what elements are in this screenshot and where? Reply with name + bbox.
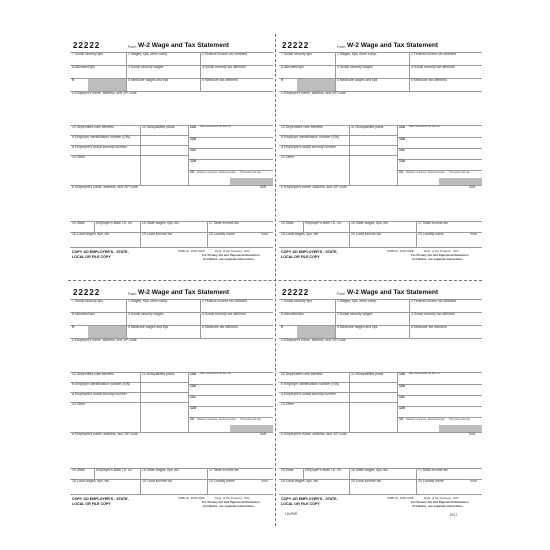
box-1-label: 1 Wages, tips, other comp. [128,52,169,56]
privacy-notice-2: Act Notice, see separate instructions. [203,257,255,261]
employer-name-label: c Employer's name, address, and ZIP code [72,91,137,95]
form-title: W-2 Wage and Tax Statement [347,288,439,296]
box-12a-note: See instructions for box 12 [409,372,440,375]
privacy-notice-2: Act Notice, see separate instructions. [412,257,464,261]
box-13-retirement: Retirement plan [428,170,445,174]
box-15-label: 15 State [72,468,85,472]
box-15-state-id: Employer's state I.D. no. [96,221,133,225]
omb-number: OMB No. 1545-0008 [178,496,205,500]
box-14-label: 14 Other [281,155,295,159]
ssn-label: a Employee's social security number [281,145,336,149]
box-2-label: 2 Federal income tax withheld [202,52,248,56]
box-3-label: 3 Social security wages [128,65,164,69]
box-1-label: 1 Wages, tips, other comp. [337,52,378,56]
box-18-label: 18 Local wages, tips, etc. [281,232,320,236]
box-8-label: 8 Allocated tips [281,312,304,316]
privacy-notice-1: For Privacy Act and Paperwork Reduction [202,253,260,257]
box-13-statutory: Statutory employee [406,417,427,421]
box-13-label: 13 [399,170,403,174]
box-3-label: 3 Social security wages [337,65,373,69]
box-13-shaded [439,425,482,432]
box-9-shaded [297,79,335,91]
privacy-notice-1: For Privacy Act and Paperwork Reduction [202,500,260,504]
ein-label: b Employer identification number (EIN) [72,382,131,386]
box-4-label: 4 Social security tax withheld [202,65,246,69]
treasury-dept: Dept. of the Treasury - IRS [424,496,459,500]
form-word: Form [128,292,137,296]
w2-form-copy-2 [279,38,482,278]
copy-line-2: LOCAL OR FILE COPY [72,255,111,259]
suffix-label: Suff. [469,432,476,436]
box-13-shaded [230,425,273,432]
box-19-label: 19 Local income tax [351,232,382,236]
copy-line-1: COPY 1/D EMPLOYER'S - STATE, [281,250,338,254]
box-12a-label: 12a [399,125,405,129]
treasury-dept: Dept. of the Treasury - IRS [215,496,250,500]
form-code: 22222 [282,288,310,297]
copy-line-2: LOCAL OR FILE COPY [72,502,111,506]
treasury-dept: Dept. of the Treasury - IRS [424,249,459,253]
box-11-label: 11 Nonqualified plans [142,372,175,376]
privacy-notice-2: Act Notice, see separate instructions. [203,504,255,508]
box-13-statutory: Statutory employee [406,170,427,174]
box-13-retirement: Retirement plan [219,417,236,421]
box-20-label: 20 Locality name [209,479,235,483]
box-3-label: 3 Social security wages [128,312,164,316]
box-12a-note: See instructions for box 12 [409,125,440,128]
box-17-label: 17 State income tax [209,468,239,472]
box-6-label: 6 Medicare tax withheld [202,78,238,82]
box-7-label: 7 Social security tips [72,299,103,303]
suffix-label: Suff. [260,185,267,189]
omb-number: OMB No. 1545-0008 [387,496,414,500]
ssn-label: a Employee's social security number [281,392,336,396]
box-12a-label: 12a [399,372,405,376]
box-10-label: 10 Dependent care benefits [72,125,114,129]
box-13-sickpay: Third-party sick pay [240,417,261,421]
box-14-label: 14 Other [281,402,295,406]
w2-form-copy-4 [279,285,482,525]
form-title: W-2 Wage and Tax Statement [347,41,439,49]
form-title: W-2 Wage and Tax Statement [138,41,230,49]
box-20-label: 20 Locality name [418,479,444,483]
copy-line-2: LOCAL OR FILE COPY [281,502,320,506]
box-15-state-id: Employer's state I.D. no. [305,221,342,225]
box-13-sickpay: Third-party sick pay [449,417,470,421]
box-13-shaded [439,178,482,185]
box-12b-label: 12b [190,137,196,141]
box-5-label: 5 Medicare wages and tips [128,78,169,82]
box-12d-label: 12d [190,406,196,410]
box-9-label: 9 [72,78,74,82]
box-17-label: 17 State income tax [209,221,239,225]
suffix-label: Suff. [469,185,476,189]
copy-line-2: LOCAL OR FILE COPY [281,255,320,259]
box-18-label: 18 Local wages, tips, etc. [72,232,111,236]
w2-form-copy-1 [70,38,273,278]
form-code: 22222 [282,41,310,50]
box-16-label: 16 State wages, tips, etc. [142,221,180,225]
box-15-state-id: Employer's state I.D. no. [305,468,342,472]
omb-number: OMB No. 1545-0008 [178,249,205,253]
box-1-label: 1 Wages, tips, other comp. [128,299,169,303]
box-13-statutory: Statutory employee [197,417,218,421]
box-13-shaded [230,178,273,185]
omb-number: OMB No. 1545-0008 [387,249,414,253]
box-12c-label: 12c [190,148,196,152]
box-4-label: 4 Social security tax withheld [202,312,246,316]
box-10-label: 10 Dependent care benefits [281,125,323,129]
sheet-number: 5217 [450,513,458,517]
box-19-label: 19 Local income tax [142,232,173,236]
box-5-label: 5 Medicare wages and tips [337,78,378,82]
box-9-label: 9 [281,78,283,82]
box-20-label: 20 Locality name [418,232,444,236]
box-13-label: 13 [399,417,403,421]
box-15-state-id: Employer's state I.D. no. [96,468,133,472]
treasury-dept: Dept. of the Treasury - IRS [215,249,250,253]
box-3-label: 3 Social security wages [337,312,373,316]
ein-label: b Employer identification number (EIN) [72,135,131,139]
void-label: Void [470,479,477,483]
ein-label: b Employer identification number (EIN) [281,382,340,386]
employee-name-label: e Employee's name, address, and ZIP code [72,185,138,189]
box-15-label: 15 State [72,221,85,225]
box-5-label: 5 Medicare wages and tips [128,325,169,329]
box-9-shaded [88,326,126,338]
box-11-label: 11 Nonqualified plans [351,372,384,376]
box-19-label: 19 Local income tax [142,479,173,483]
box-12d-label: 12d [190,159,196,163]
box-13-label: 13 [190,417,194,421]
box-12a-label: 12a [190,372,196,376]
box-7-label: 7 Social security tips [72,52,103,56]
box-12c-label: 12c [399,395,405,399]
privacy-notice-1: For Privacy Act and Paperwork Reduction [411,500,469,504]
box-12c-label: 12c [190,395,196,399]
box-13-retirement: Retirement plan [428,417,445,421]
w2-sheet [68,34,482,526]
box-12a-label: 12a [190,125,196,129]
box-12c-label: 12c [399,148,405,152]
box-10-label: 10 Dependent care benefits [281,372,323,376]
box-6-label: 6 Medicare tax withheld [411,325,447,329]
form-word: Form [128,45,137,49]
box-16-label: 16 State wages, tips, etc. [142,468,180,472]
employer-name-label: c Employer's name, address, and ZIP code [281,91,346,95]
box-2-label: 2 Federal income tax withheld [411,299,457,303]
box-2-label: 2 Federal income tax withheld [411,52,457,56]
employer-name-label: c Employer's name, address, and ZIP code [281,338,346,342]
box-10-label: 10 Dependent care benefits [72,372,114,376]
box-9-label: 9 [72,325,74,329]
box-12b-label: 12b [399,384,405,388]
box-7-label: 7 Social security tips [281,299,312,303]
privacy-notice-1: For Privacy Act and Paperwork Reduction [411,253,469,257]
box-8-label: 8 Allocated tips [72,65,95,69]
box-12a-note: See instructions for box 12 [200,125,231,128]
form-word: Form [337,45,346,49]
suffix-label: Suff. [260,432,267,436]
form-word: Form [337,292,346,296]
horizontal-perforation [68,280,482,281]
box-20-label: 20 Locality name [209,232,235,236]
box-8-label: 8 Allocated tips [281,65,304,69]
box-6-label: 6 Medicare tax withheld [202,325,238,329]
box-2-label: 2 Federal income tax withheld [202,299,248,303]
box-4-label: 4 Social security tax withheld [411,312,455,316]
box-13-label: 13 [190,170,194,174]
box-5-label: 5 Medicare wages and tips [337,325,378,329]
box-13-sickpay: Third-party sick pay [449,170,470,174]
box-18-label: 18 Local wages, tips, etc. [281,479,320,483]
box-11-label: 11 Nonqualified plans [142,125,175,129]
void-label: Void [470,232,477,236]
box-19-label: 19 Local income tax [351,479,382,483]
box-13-retirement: Retirement plan [219,170,236,174]
box-9-shaded [297,326,335,338]
w2-form-copy-3 [70,285,273,525]
box-17-label: 17 State income tax [418,221,448,225]
box-17-label: 17 State income tax [418,468,448,472]
box-7-label: 7 Social security tips [281,52,312,56]
box-14-label: 14 Other [72,155,86,159]
employee-name-label: e Employee's name, address, and ZIP code [281,432,347,436]
product-code: L4UP6R [285,512,298,516]
box-15-label: 15 State [281,468,294,472]
box-12d-label: 12d [399,406,405,410]
box-16-label: 16 State wages, tips, etc. [351,468,389,472]
box-12d-label: 12d [399,159,405,163]
box-12a-note: See instructions for box 12 [200,372,231,375]
form-title: W-2 Wage and Tax Statement [138,288,230,296]
box-18-label: 18 Local wages, tips, etc. [72,479,111,483]
box-12b-label: 12b [190,384,196,388]
box-11-label: 11 Nonqualified plans [351,125,384,129]
box-9-label: 9 [281,325,283,329]
box-4-label: 4 Social security tax withheld [411,65,455,69]
copy-line-1: COPY 1/D EMPLOYER'S - STATE, [281,497,338,501]
form-code: 22222 [73,41,101,50]
employee-name-label: e Employee's name, address, and ZIP code [281,185,347,189]
box-8-label: 8 Allocated tips [72,312,95,316]
box-14-label: 14 Other [72,402,86,406]
privacy-notice-2: Act Notice, see separate instructions. [412,504,464,508]
ssn-label: a Employee's social security number [72,392,127,396]
void-label: Void [261,479,268,483]
void-label: Void [261,232,268,236]
ein-label: b Employer identification number (EIN) [281,135,340,139]
copy-line-1: COPY 1/D EMPLOYER'S - STATE, [72,497,129,501]
copy-line-1: COPY 1/D EMPLOYER'S - STATE, [72,250,129,254]
box-16-label: 16 State wages, tips, etc. [351,221,389,225]
box-13-statutory: Statutory employee [197,170,218,174]
ssn-label: a Employee's social security number [72,145,127,149]
box-15-label: 15 State [281,221,294,225]
box-12b-label: 12b [399,137,405,141]
box-6-label: 6 Medicare tax withheld [411,78,447,82]
box-9-shaded [88,79,126,91]
box-13-sickpay: Third-party sick pay [240,170,261,174]
employee-name-label: e Employee's name, address, and ZIP code [72,432,138,436]
box-1-label: 1 Wages, tips, other comp. [337,299,378,303]
form-code: 22222 [73,288,101,297]
employer-name-label: c Employer's name, address, and ZIP code [72,338,137,342]
